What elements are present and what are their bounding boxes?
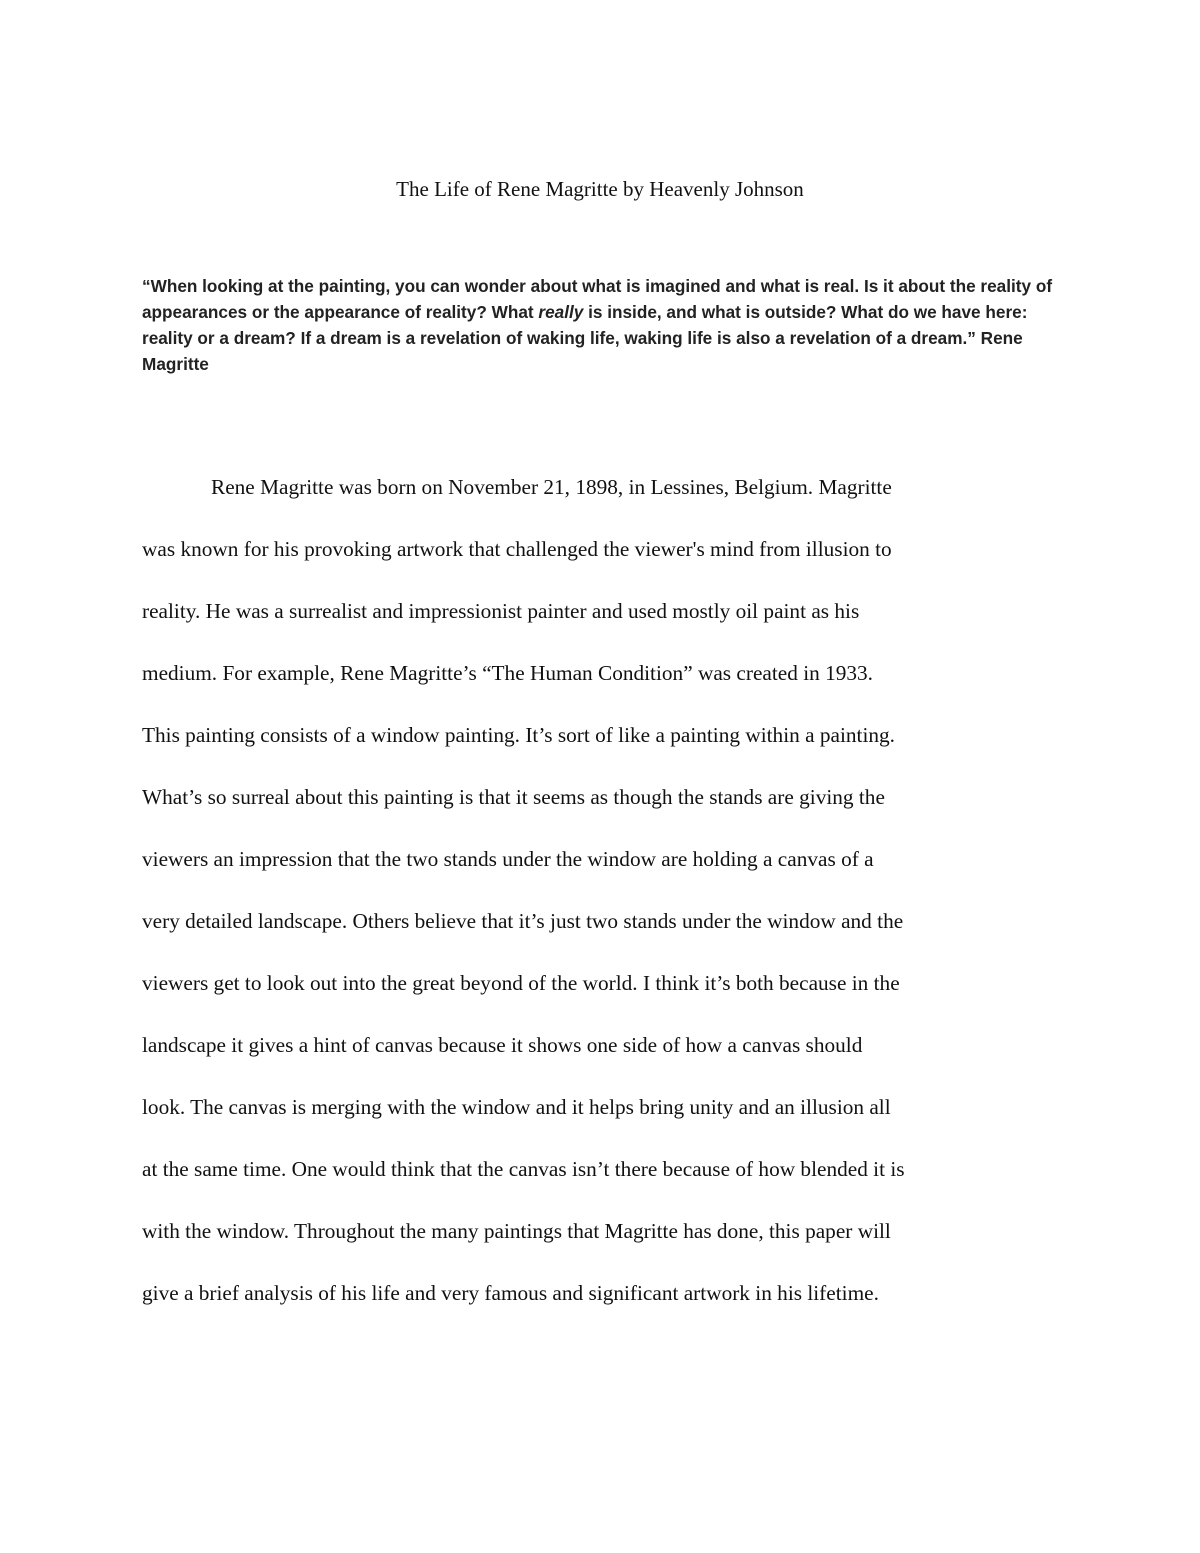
paragraph-line: medium. For example, Rene Magritte’s “The Human Condition” was created in 1933.: [142, 661, 874, 685]
body-paragraph: [142, 456, 1082, 1324]
paragraph-line: viewers an impression that the two stands under the window are holding a canvas of a: [142, 847, 874, 871]
paragraph-line: What’s so surreal about this painting is that it seems as though the stands are giving the: [142, 785, 885, 809]
epigraph-text-start: “When looking at the painting, you can wonder about what is imagined and what is real. Is it about the reality of appearances or the appearance of reality? What: [142, 276, 1053, 322]
paragraph-line: landscape it gives a hint of canvas because it shows one side of how a canvas should: [142, 1033, 863, 1057]
paragraph-line: with the window. Throughout the many paintings that Magritte has done, this paper will: [142, 1219, 891, 1243]
paragraph-line: very detailed landscape. Others believe that it’s just two stands under the window and the: [142, 909, 904, 933]
epigraph-quote: [142, 273, 1072, 377]
paragraph-line: look. The canvas is merging with the window and it helps bring unity and an illusion all: [142, 1095, 891, 1119]
paragraph-line: at the same time. One would think that the canvas isn’t there because of how blended it is: [142, 1157, 905, 1181]
paragraph-line: This painting consists of a window painting. It’s sort of like a painting within a painting.: [142, 723, 895, 747]
paragraph-line: Rene Magritte was born on November 21, 1898, in Lessines, Belgium. Magritte: [211, 475, 892, 499]
epigraph-emphasis: really: [538, 302, 584, 322]
paragraph-line: give a brief analysis of his life and very famous and significant artwork in his lifetime.: [142, 1281, 879, 1305]
epigraph-text-end: is inside, and what is outside? What do we have here: reality or a dream? If a dream is a revelation of waking life, waking life is also a revelation of a dream.” Rene Magritte: [142, 302, 1028, 374]
paragraph-line: viewers get to look out into the great beyond of the world. I think it’s both because in the: [142, 971, 900, 995]
paragraph-line: was known for his provoking artwork that challenged the viewer's mind from illusion to: [142, 537, 892, 561]
paragraph-line: reality. He was a surrealist and impressionist painter and used mostly oil paint as his: [142, 599, 860, 623]
document-title: The Life of Rene Magritte by Heavenly Johnson: [396, 177, 804, 201]
